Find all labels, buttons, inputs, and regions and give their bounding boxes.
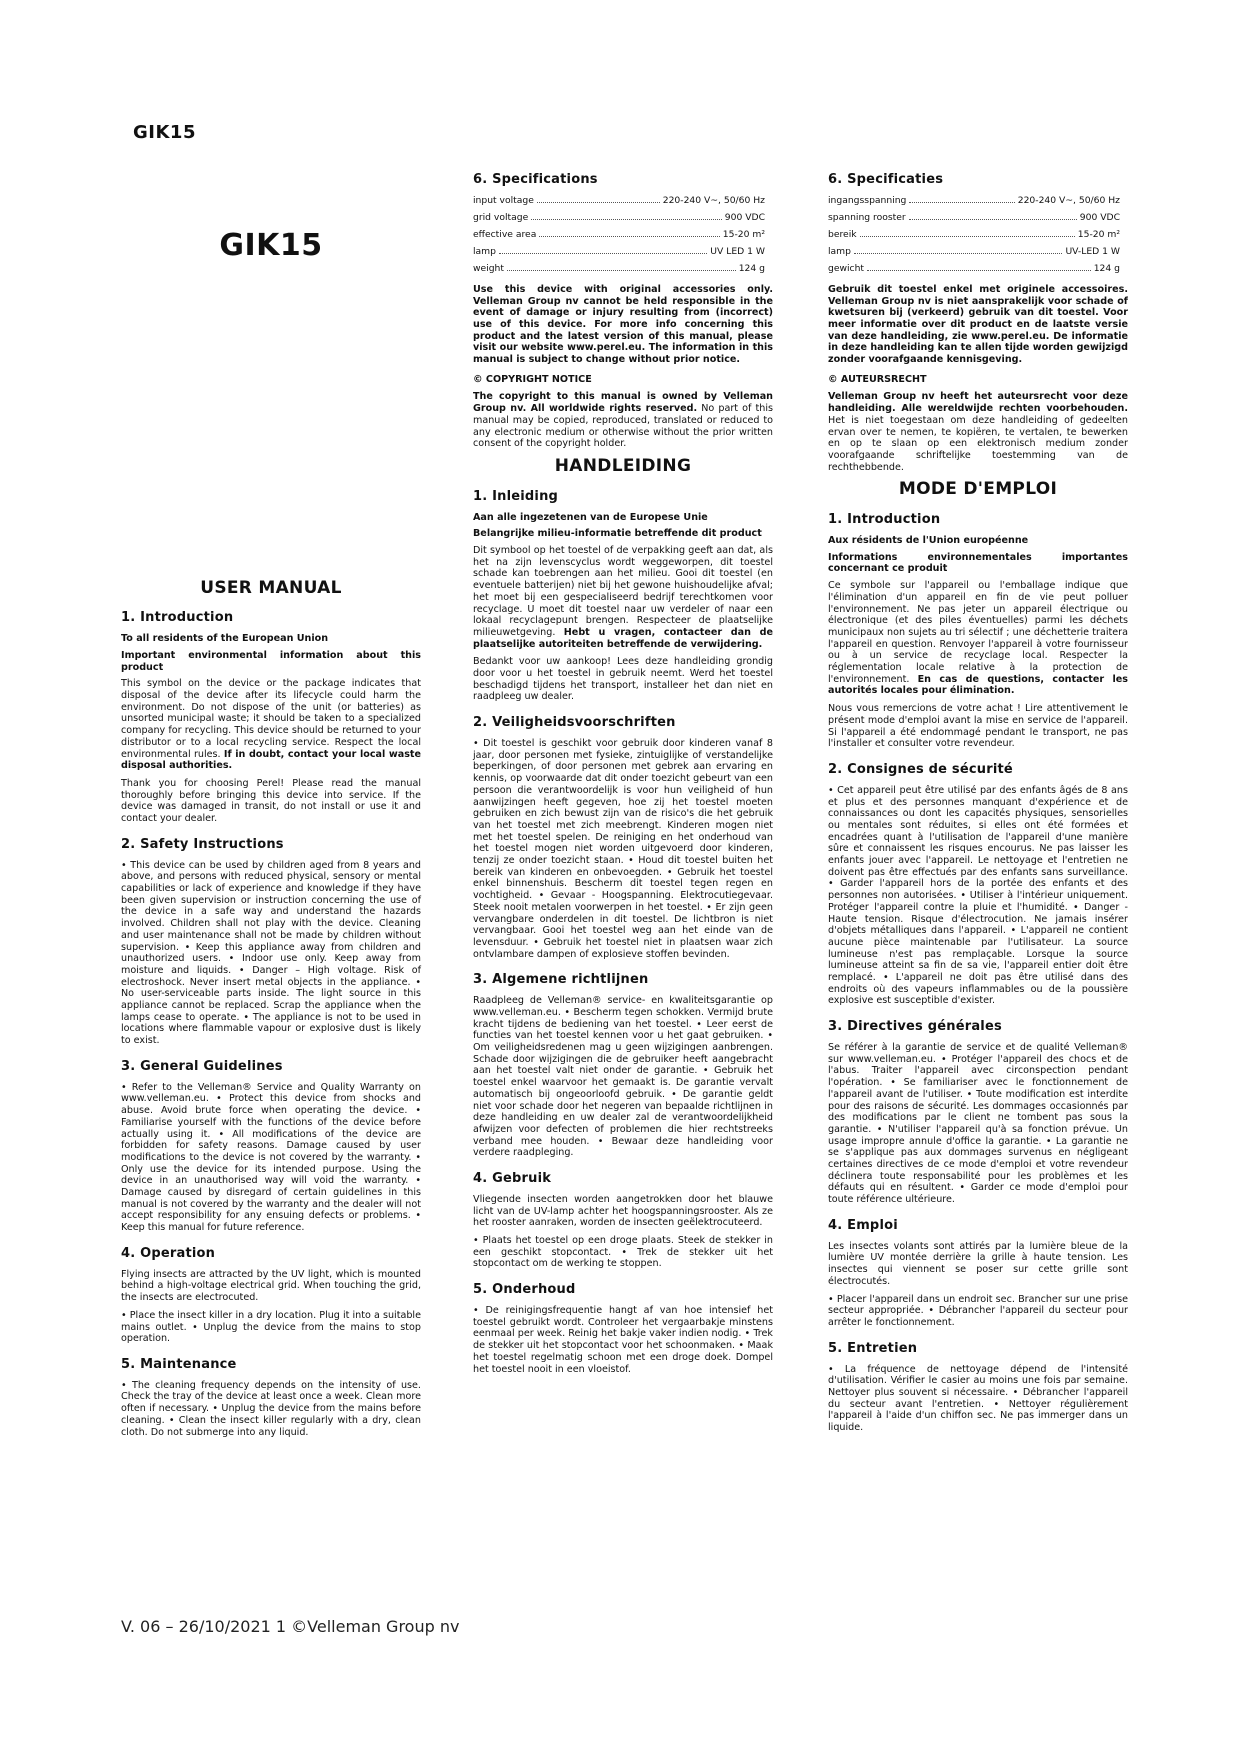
en-operation-text-1: Flying insects are attracted by the UV light, which is mounted behind a high-voltage electrical grid. When touching the grid, the insects are electrocuted. bbox=[121, 1268, 421, 1304]
fr-env-text bbox=[828, 580, 1128, 697]
nl-copyright-body: Het is niet toegestaan om deze handleiding of gedeelten ervan over te nemen, te kopiëren, te vertalen, te bewerken en op te slaan op een elektronisch medium zonder voorafgaande schriftelijke toestemming van de rechthebbende. bbox=[828, 414, 1128, 473]
nl-safety-text: • Dit toestel is geschikt voor gebruik door kinderen vanaf 8 jaar, door personen met fysieke, zintuiglijke of verstandelijke beperkingen, of door personen met gebrek aan ervaring en kennis, op voorwaarde dat dit onder toezicht gebeurt van een persoon die verantwoordelijk is voor hun veiligheid of hun aanwijzingen heeft gegeven, hoe zij het toestel moeten gebruiken en zich bewust zijn van de risico's die het gebruik van het toestel met zich meebrengt. Kinderen mogen niet met het toestel spelen. De reiniging en het onderhoud van het toestel mogen niet worden uitgevoerd door kinderen, tenzij ze onder toezicht staan. • Houd dit toestel buiten het bereik van kinderen en onbevoegden. • Gebruik het toestel enkel binnenshuis. Bescherm dit toestel tegen regen en vochtigheid. • Gevaar - Hoogspanning. Elektrocutiegevaar. Steek nooit metalen voorwerpen in het toestel. • Er zijn geen vervangbare onderdelen in dit toestel. De lichtbron is niet vervangbaar. Gooi het toestel weg aan het einde van de levensduur. • Gebruik het toestel niet in plaatsen waar zich ontvlambare dampen of explosieve stoffen bevinden. bbox=[473, 738, 773, 960]
french-manual-title: MODE D'EMPLOI bbox=[898, 479, 1058, 500]
fr-operation-text-2: • Placer l'appareil dans un endroit sec. Brancher sur une prise secteur appropriée. • Débrancher l'appareil du secteur pour arrêter le fonctionnement. bbox=[828, 1293, 1128, 1328]
en-env-lead: This symbol bbox=[121, 678, 182, 690]
spec-row bbox=[473, 195, 773, 212]
spec-value: UV-LED 1 W bbox=[1065, 245, 1120, 257]
en-env-heading: Important environmental information about this product bbox=[121, 649, 421, 673]
en-operation-text-2: • Place the insect killer in a dry location. Plug it into a suitable mains outlet. • Unplug the device from the mains to stop operation. bbox=[121, 1309, 421, 1345]
page-header-model: GIK15 bbox=[133, 122, 196, 143]
nl-copyright-title: © AUTEURSRECHT bbox=[828, 373, 927, 385]
fr-section-maintenance: 5. Entretien bbox=[828, 1340, 918, 1356]
fr-residents-heading: Aux résidents de l'Union européenne bbox=[828, 535, 1029, 546]
en-residents-heading: To all residents of the European Union bbox=[121, 633, 329, 645]
spec-row bbox=[828, 195, 1128, 212]
column-middle bbox=[473, 172, 773, 1381]
nl-guidelines-text: Raadpleeg de Velleman® service- en kwaliteitsgarantie op www.velleman.eu. • Bescherm tegen schokken. Vermijd brute kracht tijdens de bediening van het toestel. • Leer eerst de functies van het toestel kennen voor u het gaat gebruiken. • Om veiligheidsredenen mag u geen wijzigingen aanbrengen. Schade door wijzigingen die de gebruiker heeft aangebracht aan het toestel valt niet onder de garantie. • Gebruik het toestel enkel waarvoor het gemaakt is. De garantie vervalt automatisch bij ongeoorloofd gebruik. • De garantie geldt niet voor schade door het negeren van bepaalde richtlijnen in deze handleiding en uw dealer zal de verantwoordelijkheid afwijzen voor defecten of problemen die hier rechtstreeks verband mee houden. • Bewaar deze handleiding voor verdere raadpleging. bbox=[473, 995, 773, 1159]
fr-env-body: sur l'appareil ou l'emballage indique que l'élimination d'un appareil en fin de vie peut polluer l'environnement. Ne pas jeter un appareil électrique ou électronique (et des piles éventuelles) parmi les déchets municipaux non sujets au tri sélectif ; une déchetterie traitera l'appareil en question. Renvoyer l'appareil à votre fournisseur ou à un service de recyclage local. Respecter la réglementation locale relative à la protection de l'environnement. bbox=[828, 580, 1129, 685]
spec-row bbox=[473, 212, 773, 229]
spec-key: ingangsspanning bbox=[828, 194, 907, 206]
nl-env-bold: Hebt u vragen, contacteer dan de plaatselijke autoriteiten betreffende de verwijdering. bbox=[473, 626, 773, 650]
en-section-specifications: 6. Specifications bbox=[473, 172, 598, 187]
dutch-manual-title: HANDLEIDING bbox=[554, 456, 692, 476]
nl-residents-heading: Aan alle ingezetenen van de Europese Unie bbox=[473, 511, 708, 523]
spec-value: 15-20 m² bbox=[1077, 228, 1120, 240]
fr-guidelines-text: Se référer à la garantie de service et de qualité Velleman® sur www.velleman.eu. • Protéger l'appareil des chocs et de l'abus. Traiter l'appareil avec circonspection pendant l'opération. • Se familiariser avec le fonctionnement de l'appareil avant de l'utiliser. • Toute modification est interdite pour des raisons de sécurité. Les dommages occasionnés par des modifications par le client ne tombent pas sous la garantie. • N'utiliser l'appareil qu'à sa fonction prévue. Un usage impropre annule d'office la garantie. • La garantie ne se s'applique pas aux dommages survenus en négligeant certaines directives de ce mode d'emploi et votre revendeur déclinera toute responsabilité pour les problèmes et les défauts qui en résultent. • Garder ce mode d'emploi pour toute référence ultérieure. bbox=[828, 1042, 1128, 1206]
spec-value: 900 VDC bbox=[1079, 211, 1120, 223]
en-section-guidelines: 3. General Guidelines bbox=[121, 1058, 283, 1074]
fr-section-guidelines: 3. Directives générales bbox=[828, 1019, 1002, 1035]
en-env-body: on the device or the package indicates that disposal of the device after its lifecycle could harm the environment. Do not dispose of the unit (or batteries) as unsorted municipal waste; it should be taken to a specialized company for recycling. This device should be returned to your distributor or to a local recycling service. Respect the local environmental rules. bbox=[121, 678, 421, 760]
spec-row bbox=[473, 246, 773, 263]
en-env-bold: If in doubt, contact your local waste disposal authorities. bbox=[121, 748, 421, 772]
spec-key: input voltage bbox=[473, 194, 534, 206]
en-thanks: Thank you for choosing Perel! Please read the manual thoroughly before bringing this device into service. If the device was damaged in transit, do not install or use it and contact your dealer. bbox=[121, 777, 421, 825]
en-copyright-title: © COPYRIGHT NOTICE bbox=[473, 373, 592, 385]
nl-spec-table bbox=[828, 195, 1128, 280]
fr-section-introduction: 1. Introduction bbox=[828, 512, 941, 528]
spec-value: 900 VDC bbox=[724, 211, 765, 223]
spec-key: bereik bbox=[828, 228, 857, 240]
nl-operation-text-1: Vliegende insecten worden aangetrokken door het blauwe licht van de UV-lamp achter het hoogspanningsrooster. Als ze het rooster aanraken, worden de insecten geëlektrocuteerd. bbox=[473, 1193, 773, 1229]
fr-section-operation: 4. Emploi bbox=[828, 1217, 898, 1233]
spec-value: UV LED 1 W bbox=[710, 245, 765, 257]
nl-env-heading: Belangrijke milieu-informatie betreffende dit product bbox=[473, 528, 762, 540]
nl-copyright-text bbox=[828, 391, 1128, 473]
en-safety-text: • This device can be used by children aged from 8 years and above, and persons with reduced physical, sensory or mental capabilities or lack of experience and knowledge if they have been given supervision or instruction concerning the use of the device in a safe way and understand the hazards involved. Children shall not play with the device. Cleaning and user maintenance shall not be made by children without supervision. • Keep this appliance away from children and unauthorized users. • Indoor use only. Keep away from moisture and liquids. • Danger – High voltage. Risk of electroshock. Never insert metal objects in the appliance. • No user-serviceable parts inside. The light source in this appliance cannot be replaced. Scrap the appliance when the lamps cease to operate. • The appliance is not to be used in locations where flammable vapour or explosive dust is likely to exist. bbox=[121, 859, 421, 1047]
spec-value: 124 g bbox=[738, 262, 765, 274]
fr-section-safety: 2. Consignes de sécurité bbox=[828, 761, 1013, 777]
spec-key: lamp bbox=[828, 245, 851, 257]
en-copyright-text bbox=[473, 391, 773, 450]
spec-row bbox=[473, 229, 773, 246]
spec-key: effective area bbox=[473, 228, 537, 240]
nl-env-text bbox=[473, 545, 773, 650]
spec-row bbox=[473, 263, 773, 280]
en-spec-table bbox=[473, 195, 773, 280]
spec-value: 220-240 V~, 50/60 Hz bbox=[662, 194, 765, 206]
nl-section-operation: 4. Gebruik bbox=[473, 1171, 552, 1187]
nl-env-body: op het toestel of de verpakking geeft aan dat, als het na zijn levenscyclus wordt weggeworpen, dit toestel schade kan toebrengen aan het milieu. Gooi dit toestel (en eventuele batterijen) niet bij het gewone huishoudelijke afval; het moet bij een gespecialiseerd bedrijf terechtkomen voor recyclage. U moet dit toestel naar uw verdeler of naar een lokaal recyclagepunt brengen. Respecteer de plaatselijke milieuwetgeving. bbox=[473, 545, 773, 638]
en-disclaimer: Use this device with original accessories only. Velleman Group nv cannot be held responsible in the event of damage or injury resulting from (incorrect) use of this device. For more info concerning this product and the latest version of this manual, please visit our website www.perel.eu. The information in this manual is subject to change without prior notice. bbox=[473, 283, 773, 366]
nl-thanks: Bedankt voor uw aankoop! Lees deze handleiding grondig door voor u het toestel in gebruik neemt. Werd het toestel beschadigd tijdens het transport, installeer het dan niet en raadpleeg uw dealer. bbox=[473, 656, 773, 703]
en-maintenance-text: • The cleaning frequency depends on the intensity of use. Check the tray of the device at least once a week. Clean more often if necessary. • Unplug the device from the mains before cleaning. • Clean the insect killer regularly with a dry, clean cloth. Do not submerge into any liquid. bbox=[121, 1379, 421, 1438]
spec-row bbox=[828, 212, 1128, 229]
en-copyright-body: No part of this manual may be copied, reproduced, translated or reduced to any electronic medium or otherwise without the prior written consent of the copyright holder. bbox=[473, 403, 773, 450]
spec-value: 15-20 m² bbox=[722, 228, 765, 240]
spec-key: lamp bbox=[473, 245, 496, 257]
spec-row bbox=[828, 229, 1128, 246]
nl-maintenance-text: • De reinigingsfrequentie hangt af van hoe intensief het toestel gebruikt wordt. Controleer het vergaarbakje minstens eenmaal per week. Reinig het bakje vaker indien nodig. • Trek de stekker uit het stopcontact voor het schoonmaken. • Maak het toestel regelmatig schoon met een droge doek. Dompel het toestel nooit in een vloeistof. bbox=[473, 1305, 773, 1375]
fr-safety-text: • Cet appareil peut être utilisé par des enfants âgés de 8 ans et plus et des personnes manquant d'expérience et de connaissances ou dont les capacités physiques, sensorielles ou mentales sont réduites, si elles ont été formées et encadrées quant à l'utilisation de l'appareil d'une manière sûre et connaissent les risques encourus. Ne pas laisser les enfants jouer avec l'appareil. Le nettoyage et l'entretien ne doivent pas être effectués par des enfants sans surveillance. • Garder l'appareil hors de la portée des enfants et des personnes non autorisées. • Utiliser à l'intérieur uniquement. Protéger l'appareil contre la pluie et l'humidité. • Danger - Haute tension. Risque d'électrocution. Ne jamais insérer d'objets métalliques dans l'appareil. • L'appareil ne contient aucune pièce maintenable par l'utilisateur. La source lumineuse n'est pas remplaçable. Lorsque la source lumineuse atteint sa fin de sa vie, l'appareil entier doit être remplacé. • L'appareil ne doit pas être utilisé dans des endroits où des vapeurs inflammables ou de la poussière explosive est susceptible d'exister. bbox=[828, 784, 1128, 1007]
en-env-text bbox=[121, 678, 421, 772]
en-section-safety: 2. Safety Instructions bbox=[121, 836, 284, 852]
user-manual-title: USER MANUAL bbox=[200, 577, 342, 598]
spec-value: 124 g bbox=[1093, 262, 1120, 274]
nl-section-maintenance: 5. Onderhoud bbox=[473, 1282, 576, 1298]
nl-disclaimer: Gebruik dit toestel enkel met originele accessoires. Velleman Group nv is niet aansprakelijk voor schade of kwetsuren bij (verkeerd) gebruik van dit toestel. Voor meer informatie over dit product en de laatste versie van deze handleiding, zie www.perel.eu. De informatie in deze handleiding kan te allen tijde worden gewijzigd zonder voorafgaande kennisgeving. bbox=[828, 283, 1128, 366]
spec-key: gewicht bbox=[828, 262, 865, 274]
fr-env-lead: Ce symbole bbox=[828, 580, 891, 592]
fr-maintenance-text: • La fréquence de nettoyage dépend de l'intensité d'utilisation. Vérifier le casier au moins une fois par semaine. Nettoyer plus souvent si nécessaire. • Débrancher l'appareil du secteur avant l'entretien. • Nettoyer régulièrement l'appareil à l'aide d'un chiffon sec. Ne pas immerger dans un liquide. bbox=[828, 1363, 1128, 1434]
nl-section-safety: 2. Veiligheidsvoorschriften bbox=[473, 715, 676, 731]
nl-section-specifications: 6. Specificaties bbox=[828, 172, 944, 187]
en-section-introduction: 1. Introduction bbox=[121, 610, 234, 626]
spec-value: 220-240 V~, 50/60 Hz bbox=[1017, 194, 1120, 206]
nl-section-introduction: 1. Inleiding bbox=[473, 488, 559, 504]
fr-operation-text-1: Les insectes volants sont attirés par la lumière bleue de la lumière UV montée derrière la grille à haute tension. Les insectes qui viennent se poser sur cette grille sont électrocutés. bbox=[828, 1240, 1128, 1287]
spec-row bbox=[828, 263, 1128, 280]
nl-operation-text-2: • Plaats het toestel op een droge plaats. Steek de stekker in een geschikt stopcontact. • Trek de stekker uit het stopcontact om de werking te stoppen. bbox=[473, 1235, 773, 1270]
spec-key: grid voltage bbox=[473, 211, 529, 223]
nl-copyright-bold: Velleman Group nv heeft het auteursrecht voor deze handleiding. Alle wereldwijde rechten voorbehouden. bbox=[828, 391, 1128, 415]
fr-thanks: Nous vous remercions de votre achat ! Lire attentivement le présent mode d'emploi avant la mise en service de l'appareil. Si l'appareil a été endommagé pendant le transport, ne pas l'installer et consulter votre revendeur. bbox=[828, 703, 1128, 750]
nl-section-guidelines: 3. Algemene richtlijnen bbox=[473, 972, 649, 988]
column-english bbox=[121, 228, 421, 1444]
en-section-operation: 4. Operation bbox=[121, 1245, 216, 1261]
column-right bbox=[828, 172, 1128, 1440]
page-footer: V. 06 – 26/10/2021 1 ©Velleman Group nv bbox=[121, 1617, 460, 1636]
fr-env-bold: En cas de questions, contacter les autorités locales pour élimination. bbox=[828, 673, 1128, 697]
product-title: GIK15 bbox=[219, 228, 323, 263]
en-copyright-bold: The copyright to this manual is owned by Velleman Group nv. All worldwide rights reserved. bbox=[473, 391, 773, 415]
spec-row bbox=[828, 246, 1128, 263]
nl-env-lead: Dit symbool bbox=[473, 545, 531, 556]
en-section-maintenance: 5. Maintenance bbox=[121, 1356, 237, 1372]
spec-key: weight bbox=[473, 262, 504, 274]
spec-key: spanning rooster bbox=[828, 211, 906, 223]
fr-env-heading: Informations environnementales importantes concernant ce produit bbox=[828, 551, 1128, 575]
en-guidelines-text: • Refer to the Velleman® Service and Quality Warranty on www.velleman.eu. • Protect this device from shocks and abuse. Avoid brute force when operating the device. • Familiarise yourself with the functions of the device before actually using it. • All modifications of the device are forbidden for safety reasons. Damage caused by user modifications to the device is not covered by the warranty. • Only use the device for its intended purpose. Using the device in an unauthorised way will void the warranty. • Damage caused by disregard of certain guidelines in this manual is not covered by the warranty and the dealer will not accept responsibility for any ensuing defects or problems. • Keep this manual for future reference. bbox=[121, 1081, 421, 1234]
